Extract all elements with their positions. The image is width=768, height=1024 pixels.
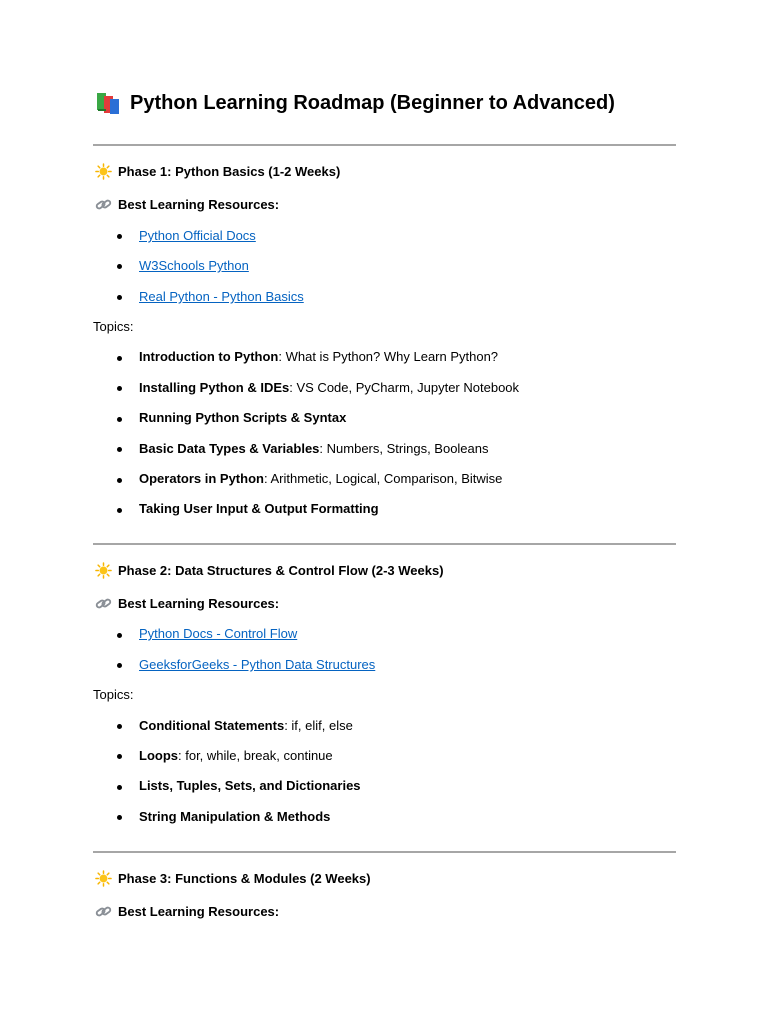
resource-link-geeksforgeeks[interactable]: GeeksforGeeks - Python Data Structures	[139, 657, 376, 672]
topic-item: Introduction to Python: What is Python? Why Learn Python?	[139, 349, 499, 364]
divider	[93, 543, 676, 545]
books-icon	[95, 90, 121, 116]
link-icon	[95, 903, 112, 920]
bullet	[117, 785, 122, 790]
topic-item: Installing Python & IDEs: VS Code, PyCharm, Jupyter Notebook	[139, 380, 520, 395]
link-icon	[95, 595, 112, 612]
bullet	[117, 295, 122, 300]
resource-link-real-python[interactable]: Real Python - Python Basics	[139, 289, 304, 304]
topic-item: Loops: for, while, break, continue	[139, 748, 333, 763]
link-icon	[95, 196, 112, 213]
divider	[93, 144, 676, 146]
topic-item: String Manipulation & Methods	[139, 809, 331, 824]
sun-icon	[95, 163, 112, 180]
bullet	[117, 508, 122, 513]
phase-1-resources-heading: Best Learning Resources:	[118, 197, 280, 212]
phase-2-topics-heading: Topics:	[93, 687, 134, 702]
bullet	[117, 356, 122, 361]
topic-item: Taking User Input & Output Formatting	[139, 501, 379, 516]
title-row	[95, 90, 615, 116]
resource-link-python-docs-control-flow[interactable]: Python Docs - Control Flow	[139, 626, 298, 641]
bullet	[117, 663, 122, 668]
phase-2-heading: Phase 2: Data Structures & Control Flow (2-3 Weeks)	[118, 563, 444, 578]
bullet	[117, 386, 122, 391]
phase-2-resources-heading: Best Learning Resources:	[118, 596, 280, 611]
resource-link-w3schools-python[interactable]: W3Schools Python	[139, 258, 249, 273]
bullet	[117, 633, 122, 638]
sun-icon	[95, 870, 112, 887]
bullet	[117, 264, 122, 269]
topic-item: Conditional Statements: if, elif, else	[139, 718, 353, 733]
phase-3-resources-heading: Best Learning Resources:	[118, 904, 280, 919]
resource-link-python-official-docs[interactable]: Python Official Docs	[139, 228, 256, 243]
bullet	[117, 478, 122, 483]
bullet	[117, 815, 122, 820]
bullet	[117, 754, 122, 759]
topic-item: Operators in Python: Arithmetic, Logical, Comparison, Bitwise	[139, 471, 503, 486]
divider	[93, 851, 676, 853]
topic-item: Lists, Tuples, Sets, and Dictionaries	[139, 778, 361, 793]
bullet	[117, 447, 122, 452]
bullet	[117, 724, 122, 729]
page-title: Python Learning Roadmap (Beginner to Advanced)	[130, 92, 615, 114]
sun-icon	[95, 562, 112, 579]
topic-item: Running Python Scripts & Syntax	[139, 410, 347, 425]
phase-3-heading: Phase 3: Functions & Modules (2 Weeks)	[118, 871, 371, 886]
topic-item: Basic Data Types & Variables: Numbers, Strings, Booleans	[139, 441, 489, 456]
phase-1-topics-heading: Topics:	[93, 319, 134, 334]
bullet	[117, 234, 122, 239]
bullet	[117, 417, 122, 422]
phase-1-heading: Phase 1: Python Basics (1-2 Weeks)	[118, 164, 341, 179]
